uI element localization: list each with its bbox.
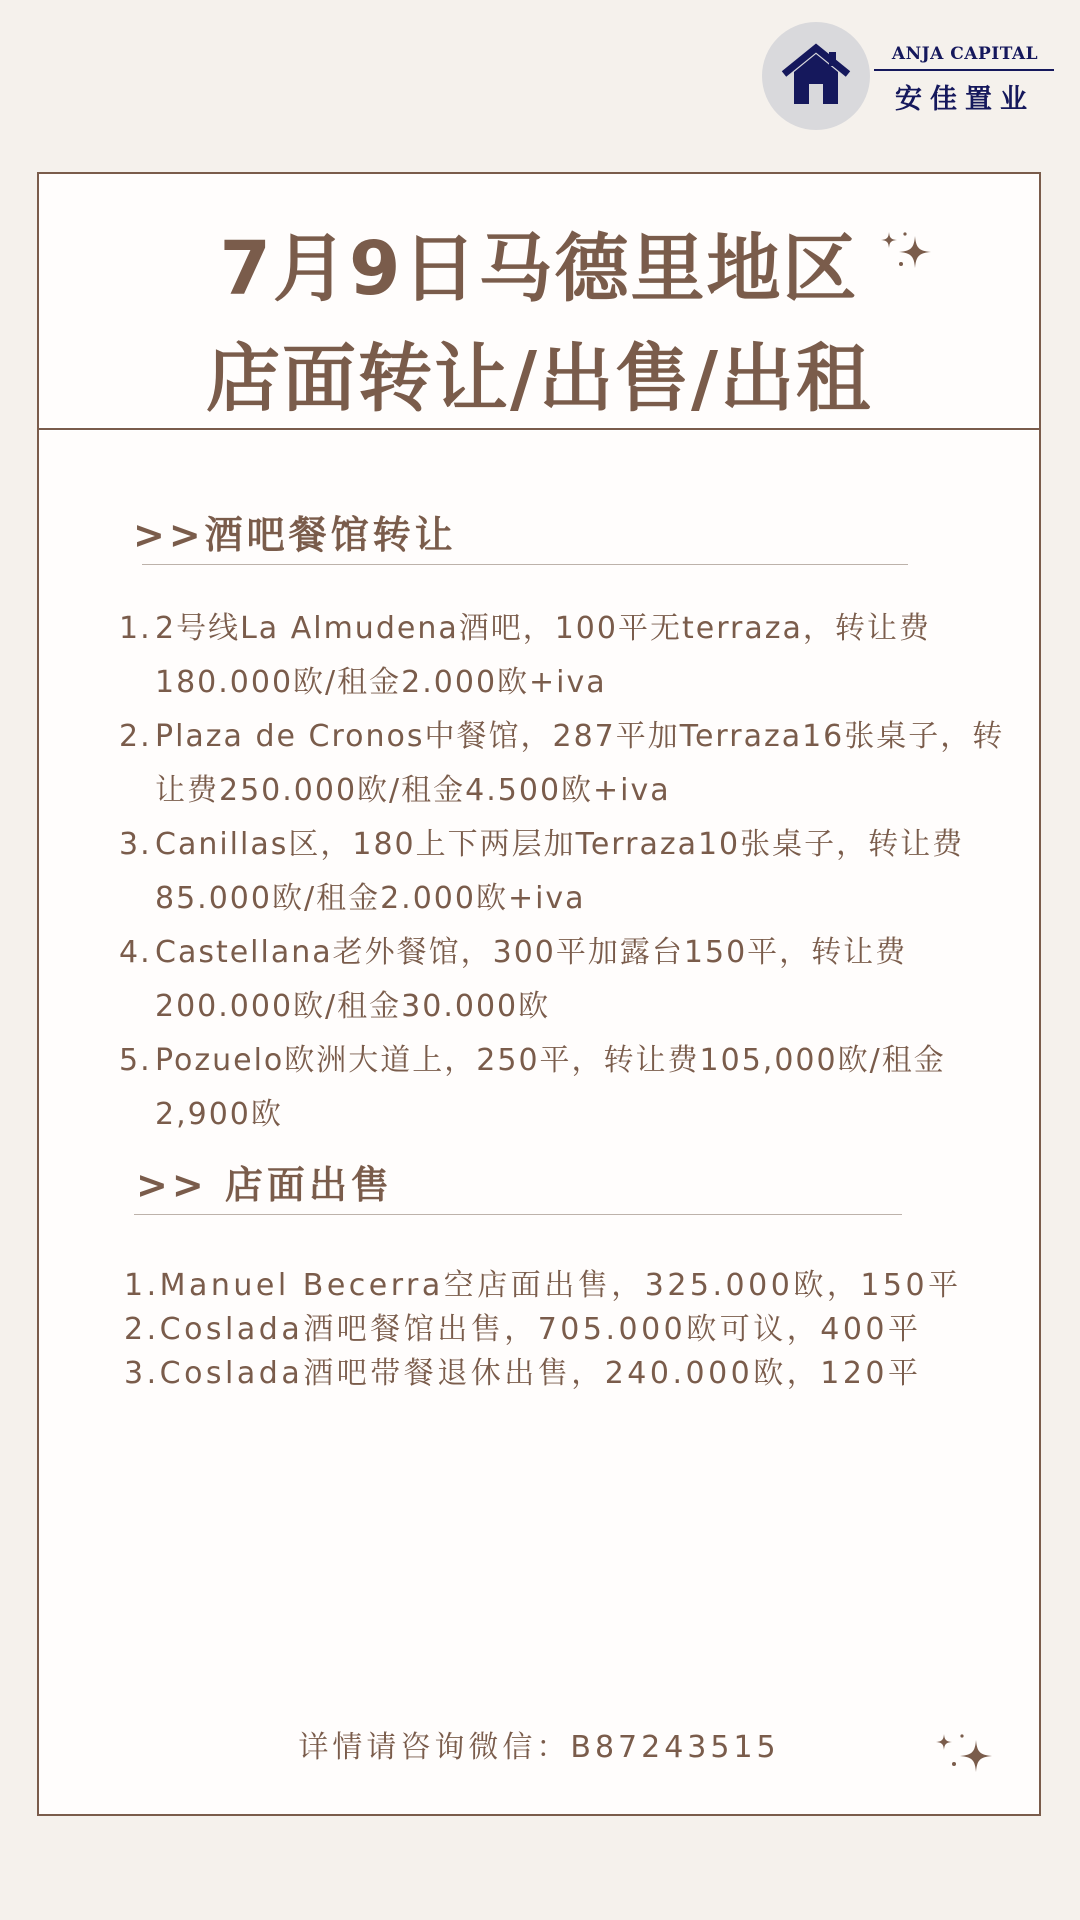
list-item [119,1034,1019,1142]
list-item-number: 4. [119,935,152,970]
sale-list [124,1264,1024,1396]
sparkle-icon [932,1730,994,1780]
section-heading-transfer: >>酒吧餐馆转让 [133,513,457,557]
list-item: 2.Coslada酒吧餐馆出售，705.000欧可议，400平 [124,1312,922,1347]
contact-info: 详情请咨询微信：B87243515 [298,1730,780,1765]
list-item-text: 2号线La Almudena酒吧，100平无terraza，转让费180.000欧/租金2.000欧+iva [155,611,931,700]
list-item-text: Pozuelo欧洲大道上，250平，转让费105,000欧/租金2,900欧 [155,1043,946,1132]
card-header [39,174,1039,430]
list-item-number: 1. [119,611,152,646]
section-heading-sale: >> 店面出售 [136,1163,393,1207]
page-title-line-2: 店面转让/出售/出租 [205,336,873,422]
list-item-number: 5. [119,1043,152,1078]
brand-divider [874,69,1054,71]
section-divider [134,1214,902,1215]
listing-card [37,172,1041,1816]
list-item: 3.Coslada酒吧带餐退休出售，240.000欧，120平 [124,1356,922,1391]
list-item-text: Plaza de Cronos中餐馆，287平加Terraza16张桌子，转让费250.000欧/租金4.500欧+iva [155,719,1005,808]
list-item [119,602,1019,710]
house-icon [762,22,870,130]
brand-name: ANJA CAPITAL [891,44,1039,64]
list-item-text: Canillas区，180上下两层加Terraza10张桌子，转让费85.000欧/租金2.000欧+iva [155,827,965,916]
sparkle-icon [877,228,939,278]
list-item-number: 2. [119,719,152,754]
list-item [119,926,1019,1034]
list-item [119,710,1019,818]
page-title-line-1: 7月9日马德里地区 [219,226,859,312]
section-divider [142,564,908,565]
transfer-list [119,602,1019,1142]
brand-name-cn: 安佳置业 [895,84,1035,115]
list-item [119,818,1019,926]
brand [762,22,1062,132]
list-item: 1.Manuel Becerra空店面出售，325.000欧，150平 [124,1268,962,1303]
list-item-number: 3. [119,827,152,862]
list-item-text: Castellana老外餐馆，300平加露台150平，转让费200.000欧/租金30.000欧 [155,935,908,1024]
